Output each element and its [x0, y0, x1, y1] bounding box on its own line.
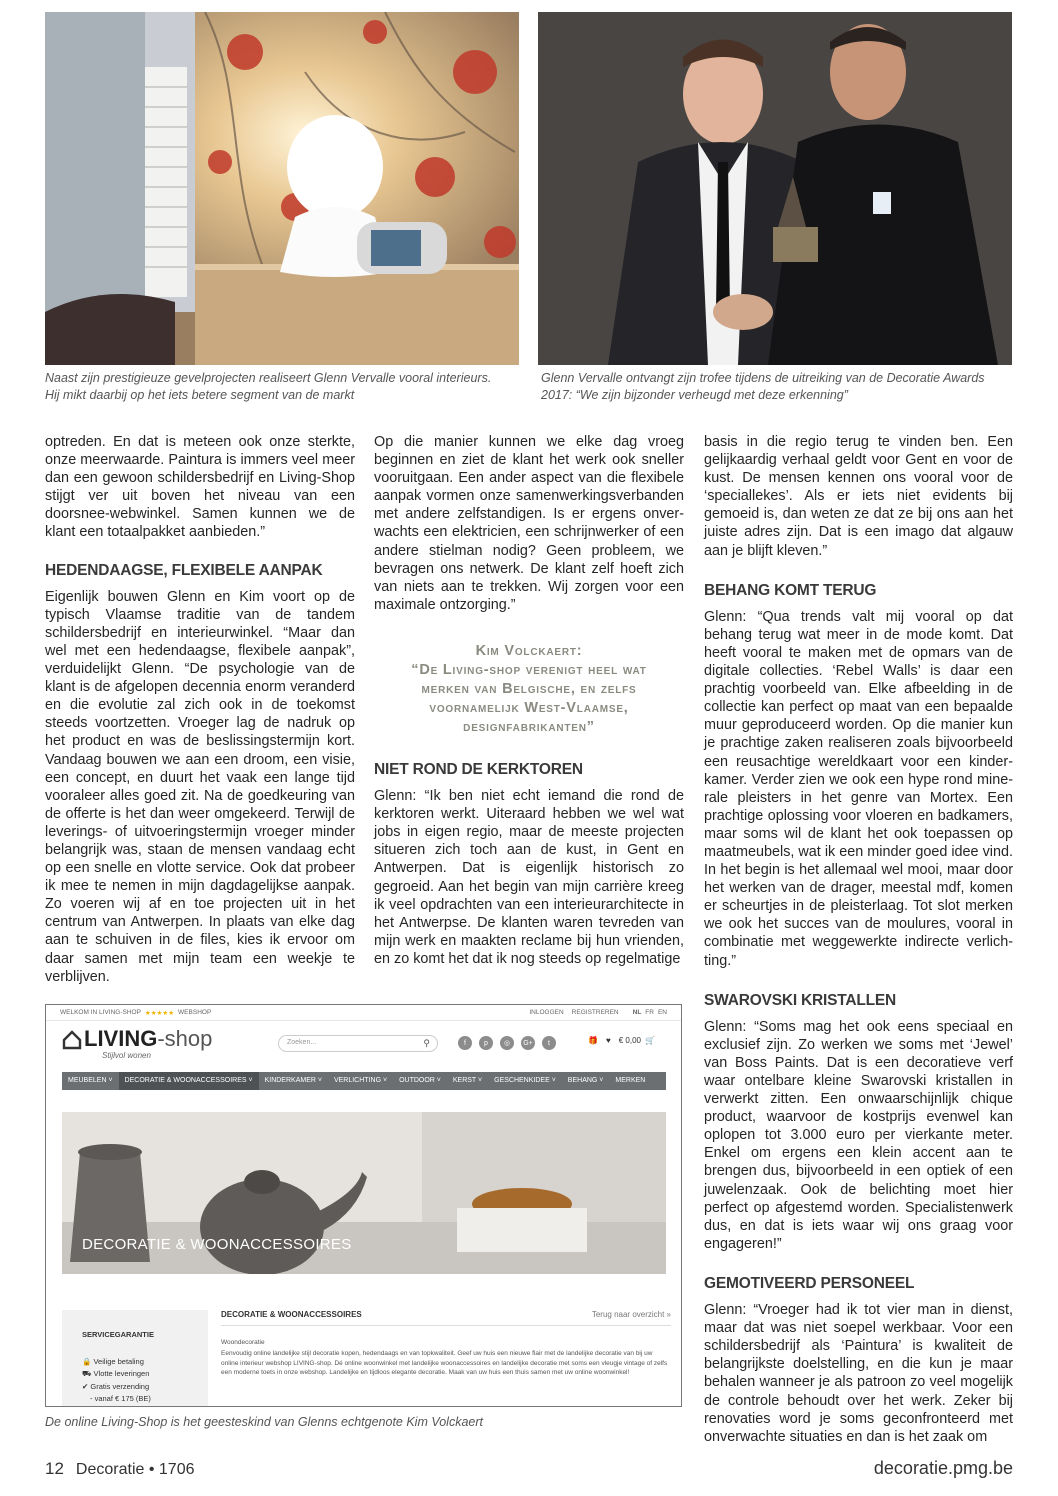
content-area: DECORATIE & WOONACCESSOIRES Terug naar overzicht » Woondecoratie Eenvoudig online landelijke stijl decoratie kopen, hedendaags en van topkwaliteit. Geef uw huis een nieuwe flair met de landelijke decoratie van bij uw online interieur webshop LIVING-shop. Dé online woonwinkel met landelijke woonaccessoires en landelijke decoratie met soms een vleugje vintage of zelfs een moderne toets in onze webshop. Landelijke en tijdloos elegante decoratie. Maak van uw huis een thuis samen met uw online woonwinkel!	[221, 1310, 671, 1376]
photo-award	[538, 12, 1012, 365]
instagram-icon[interactable]: ◎	[500, 1036, 514, 1050]
page-footer	[45, 1459, 194, 1479]
service-box: SERVICEGARANTIE 🔒 Veilige betaling ⛟ Vlotte leveringen ✔ Gratis verzending - vanaf € 175 (BE)	[62, 1310, 208, 1407]
social-icons	[458, 1036, 563, 1050]
paragraph: Glenn: “Ik ben niet echt iemand die rond de kerktoren werkt. Uiteraard hebben we wel wat jobs in eigen regio, maar de meeste projecten situeren zich toch aan de kust, in Gent en Antwerpen. Dat is eigenlijk historisch zo gegroeid. Aan het begin van mijn carrière kreeg ik veel opdrachten van een interieurarchitecte in het Antwerpse. De klanten waren tevreden van mijn werk en maakten reclame bij hun vrienden, en zo komt het dat ik nog steeds op regelmatige	[374, 788, 684, 967]
nav-kinderkamer[interactable]: KINDERKAMER ˅	[264, 1077, 322, 1084]
section-heading: NIET ROND DE KERKTOREN	[374, 760, 583, 778]
hero-banner	[62, 1112, 666, 1274]
lock-icon: 🔒	[82, 1357, 94, 1366]
heart-icon[interactable]: ♥	[605, 1036, 611, 1045]
register-link[interactable]: REGISTREREN	[571, 1009, 619, 1016]
pull-quote-text: “De Living-shop verenigt heel wat merken van Belgische, en zelfs voornamelijk West-Vlaamse, designfabrikanten”	[411, 661, 647, 735]
website-nav	[62, 1072, 666, 1090]
google-plus-icon[interactable]: G+	[521, 1036, 535, 1050]
section-heading: HEDENDAAGSE, FLEXIBELE AANPAK	[45, 561, 323, 579]
search-input[interactable]: Zoeken... ⚲	[278, 1035, 438, 1052]
content-title: DECORATIE & WOONACCESSOIRES	[221, 1310, 362, 1319]
search-icon[interactable]: ⚲	[423, 1038, 430, 1048]
paragraph: basis in die regio terug te vinden ben. Een gelijkaardig verhaal geldt voor Gent en voor de kust. De mensen kennen ons vooral voor de ‘speciallekes’. Als er iets niet evidents bij gemoeid is, dan weten ze dat ze bij ons aan het juiste adres zijn. Dat is een imago dat algauw aan je blijft kleven.”	[704, 434, 1013, 559]
lang-en[interactable]: EN	[657, 1009, 667, 1016]
paragraph: optreden. En dat is meteen ook onze sterkte, onze meerwaarde. Paintura is immers veel meer dan een gewoon schildersbedrijf en Living-Shop stijgt ver uit boven het niveau van een doorsnee-webwinkel. Samen kunnen we de klant een totaalpakket aanbieden.”	[45, 434, 355, 541]
nav-decoratie[interactable]: DECORATIE & WOONACCESSOIRES ˅	[119, 1072, 259, 1090]
rating-stars: ★★★★★	[144, 1009, 175, 1017]
website-screenshot	[45, 1004, 682, 1407]
cart-icon[interactable]: 🛒	[644, 1036, 655, 1045]
photo-interior	[45, 12, 519, 365]
article-column-3	[704, 433, 1013, 1446]
lang-fr[interactable]: FR	[645, 1009, 654, 1016]
caption-website: De online Living-Shop is het geesteskind van Glenns echtgenote Kim Volckaert	[45, 1415, 483, 1429]
website-topbar: WELKOM IN LIVING-SHOP ★★★★★ WEBSHOP INLOGGEN REGISTREREN NL FR EN	[46, 1005, 681, 1021]
living-shop-logo[interactable]: LIVING-shop Stijlvol wonen	[62, 1027, 212, 1067]
pull-quote	[386, 642, 672, 737]
login-link[interactable]: INLOGGEN	[529, 1009, 564, 1016]
caption-interior: Naast zijn prestigieuze gevelprojecten realiseert Glenn Vervalle vooral interieurs. Hij mikt daarbij op het iets betere segment van de markt	[45, 371, 492, 402]
pinterest-icon[interactable]: p	[479, 1036, 493, 1050]
nav-outdoor[interactable]: OUTDOOR ˅	[399, 1077, 441, 1084]
facebook-icon[interactable]: f	[458, 1036, 472, 1050]
article-column-1	[45, 433, 355, 986]
lang-nl[interactable]: NL	[632, 1009, 642, 1016]
back-link[interactable]: Terug naar overzicht »	[591, 1310, 671, 1319]
header-actions	[588, 1036, 655, 1045]
magazine-issue: Decoratie • 1706	[75, 1461, 195, 1478]
article-column-2	[374, 433, 684, 968]
paragraph: Glenn: “Qua trends valt mij vooral op dat behang terug wat meer in de mode komt. Dat heeft vooral te maken met de opmars van de digitale collecties. ‘Rebel Walls’ is daar een prachtig voorbeeld van. Elke afbeelding in de collectie kan perfect op maat van een bepaalde muur geproduceerd worden. Op die manier kun je prachtige zaken realiseren zoals bijvoorbeeld een reusachtige wereldkaart voor een kinderkamer. Verder zien we ook een hype rond minerale pleisters in het genre van Mortex. Een prachtige oplossing voor vloeren en badkamers, maar soms wil de klant het ook toepassen op maatmeubels, wat ik een minder goed idee vind. In het begin is het allemaal wel mooi, maar door het werken van de drager, meestal mdf, komen er scheurtjes in de pleisterlaag. Tot slot merken we ook het succes van de moulures, vooral in combinatie met weggewerkte indirecte verlichting.”	[704, 608, 1013, 969]
cart-total[interactable]: € 0,00	[618, 1036, 641, 1045]
nav-merken[interactable]: MERKEN	[615, 1077, 646, 1084]
gift-icon[interactable]: 🎁	[588, 1036, 598, 1045]
nav-geschenkidee[interactable]: GESCHENKIDEE ˅	[494, 1077, 556, 1084]
section-heading: GEMOTIVEERD PERSONEEL	[704, 1274, 915, 1292]
paragraph: Glenn: “Soms mag het ook eens speciaal en exclusief zijn. Zo werken we soms met ‘Jewel’ van Boss Paints. Dat is een decoratieve verf waar ontelbare kleine Swarovski kristallen in verwerkt zitten. Een onwaarschijnlijk chique product, waarvoor de kostprijs evenwel kan oplopen tot 3.000 euro per vierkante meter. Enkel om ergens een klein accent aan te brengen dus, bijvoorbeeld in een optiek of een juwelenzaak. Ook de belichting moet hier perfect op afgestemd worden. Specialistenwerk dus, en dat is iets waar wij ons graag voor engageren!”	[704, 1018, 1013, 1252]
website-url[interactable]: decoratie.pmg.be	[873, 1458, 1013, 1478]
nav-kerst[interactable]: KERST ˅	[452, 1077, 483, 1084]
truck-icon: ⛟	[82, 1369, 94, 1378]
pull-quote-author: Kim Volckaert:	[475, 642, 583, 659]
section-heading: SWAROVSKI KRISTALLEN	[704, 991, 897, 1009]
paragraph: Eigenlijk bouwen Glenn en Kim voort op de typisch Vlaamse traditie van de tandem schildersbedrijf en interieurwinkel. “Maar dan wel met een hedendaagse, flexibele aanpak”, verduidelijkt Glenn. “De psychologie van de klant is de afgelopen decennia enorm veranderd en die evolutie zal zich ook in de toekomst steeds voortzetten. Vroeger lag de nadruk op het product en was de beslissingstermijn kort. Vandaag bouwen we aan een droom, een visie, een concept, en duurt het vaak een lange tijd vooraleer alles goed zit. Na de goedkeuring van de offerte is het dan weer omgekeerd. Terwijl de leverings- of uitvoeringstermijn vroeger minder belangrijk was, staan de mensen vandaag echt op een snelle en vlotte service. Ook dat probeer ik mee te nemen in mijn dagdagelijkse aanpak. Zo voeren wij af en toe projecten uit in het centrum van Antwerpen. In plaats van elke dag aan te schuiven in de files, kies ik ervoor om daar samen met mijn team een weekje te verblijven.	[45, 588, 355, 985]
hero-title: DECORATIE & WOONACCESSOIRES	[82, 1236, 352, 1253]
paragraph: Op die manier kunnen we elke dag vroeg beginnen en ziet de klant het werk ook sneller vooruitgaan. Een ander aspect van die flexibele aanpak vormen onze samenwerkingsverbanden met andere zelfstandigen. Is er ergens onverwachts een elektricien, een schrijnwerker of een andere stielman nodig? Geen probleem, we bevragen ons netwerk. De klant zelf hoeft zich van niets aan te trekken. Wij zorgen voor een maximale ontzorging.”	[374, 434, 684, 613]
twitter-icon[interactable]: t	[542, 1036, 556, 1050]
page-number: 12	[45, 1459, 64, 1478]
check-icon: ✔	[82, 1382, 91, 1391]
section-heading: BEHANG KOMT TERUG	[704, 581, 877, 599]
caption-award: Glenn Vervalle ontvangt zijn trofee tijdens de uitreiking van de Decoratie Awards 2017: “We zijn bijzonder verheugd met deze erkenning”	[541, 371, 985, 402]
nav-meubelen[interactable]: MEUBELEN ˅	[68, 1077, 113, 1084]
house-icon	[62, 1030, 82, 1050]
nav-behang[interactable]: BEHANG ˅	[567, 1077, 604, 1084]
nav-verlichting[interactable]: VERLICHTING ˅	[333, 1077, 388, 1084]
paragraph: Glenn: “Vroeger had ik tot vier man in dienst, maar dat was niet soepel werkbaar. Voor een schildersbedrijf als ‘Paintura’ is kwaliteit de belangrijkste doelstelling, en die kun je maar behalen wanneer je als patroon zo veel mogelijk de controle behoudt over het werk. Zeker bij renovaties word je soms geconfronteerd met onverwachte situaties en dan is het zaak om	[704, 1302, 1013, 1445]
